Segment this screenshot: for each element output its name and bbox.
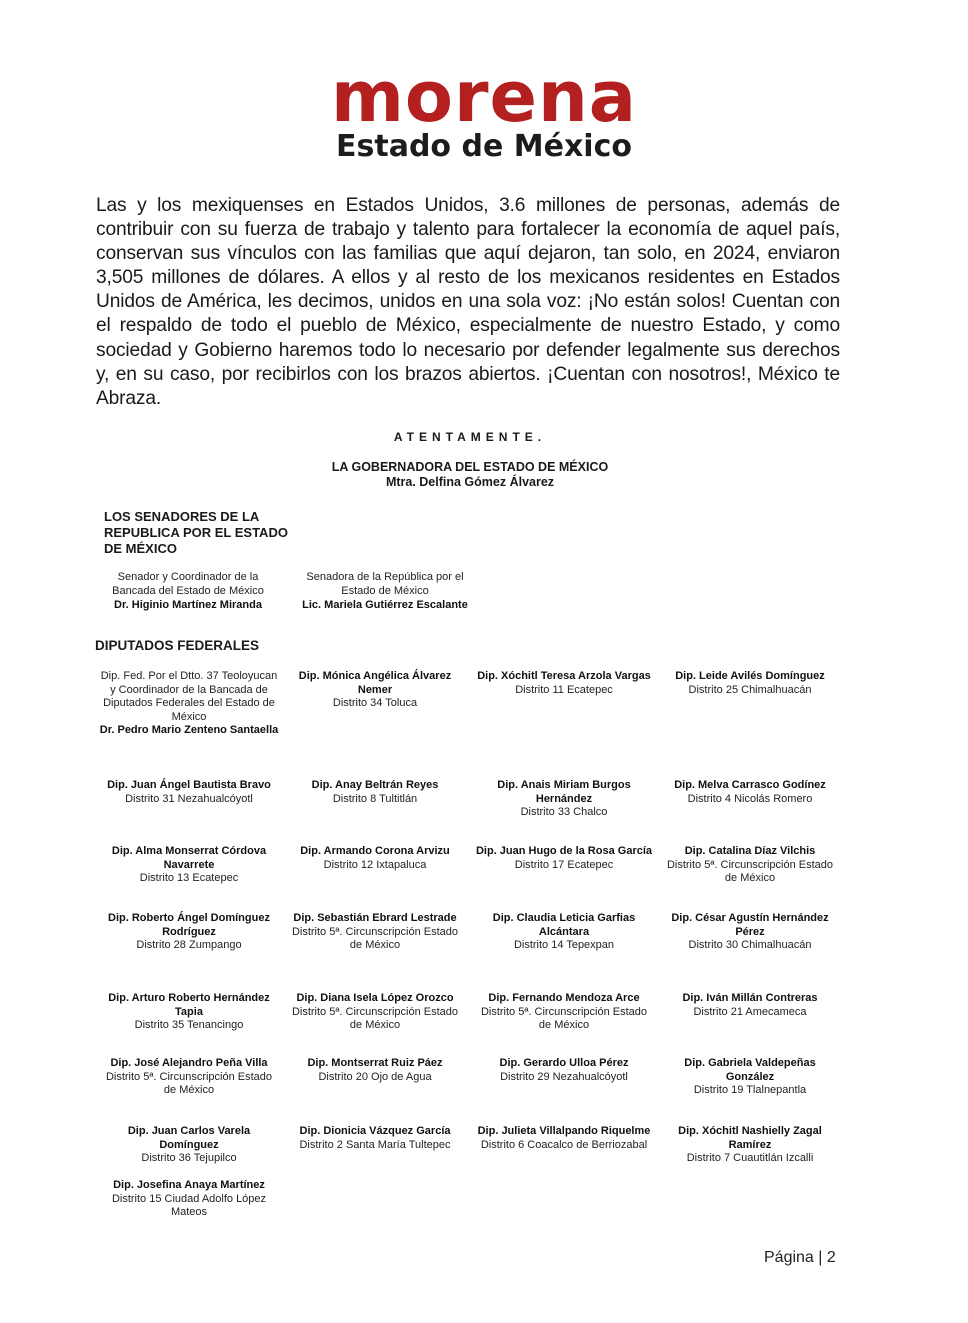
deputy-name: Dip. César Agustín Hernández Pérez [671,912,829,938]
deputy-district: Distrito 30 Chimalhuacán [688,939,812,951]
closing-salutation: ATENTAMENTE. [393,430,547,444]
deputy-district: Distrito 5ª. Circunscripción Estado de México [480,1005,648,1031]
deputy-signature [99,912,279,953]
deputy-district: Distrito 5ª. Circunscripción Estado de México [105,1070,273,1096]
deputy-district: Distrito 20 Ojo de Agua [318,1070,432,1083]
senators-heading: LOS SENADORES DE LA REPUBLICA POR EL ESTADO DE MÉXICO [104,509,288,556]
deputy-signature [474,779,654,820]
deputy-signature [99,992,279,1033]
deputy-signature [285,845,465,872]
deputy-district: Distrito 4 Nicolás Romero [687,792,813,805]
deputy-name: Dip. Anay Beltrán Reyes [311,779,439,791]
senator-signature [100,570,276,612]
deputy-name: Dip. Mónica Angélica Álvarez Nemer [298,670,452,696]
morena-logo [0,56,968,164]
deputy-name: Dip. José Alejandro Peña Villa [110,1057,268,1069]
deputy-district: Distrito 13 Ecatepec [139,872,239,884]
deputy-name: Dip. Anais Miriam Burgos Hernández [497,779,631,805]
deputy-name: Dip. Arturo Roberto Hernández Tapia [108,992,270,1018]
deputy-name: Dip. Armando Corona Arvizu [300,845,450,857]
deputy-district: Distrito 7 Cuautitlán Izcalli [686,1152,814,1164]
deputy-role: Dip. Fed. Por el Dtto. 37 Teoloyucan y Coordinador de la Bancada de Diputados Federales del Estado de México [100,670,278,723]
deputy-signature [474,1057,654,1084]
logo-wordmark: morena [330,56,638,138]
deputy-signature [99,1179,279,1220]
deputy-signature [285,1125,465,1152]
deputy-district: Distrito 19 Tlalnepantla [693,1084,807,1096]
governor-signature [0,460,940,490]
deputy-district: Distrito 12 Ixtapaluca [323,858,427,871]
deputy-name: Dip. Iván Millán Contreras [682,992,818,1004]
deputy-district: Distrito 33 Chalco [520,806,608,818]
deputy-name: Dip. Fernando Mendoza Arce [488,992,640,1004]
deputy-signature [660,779,840,806]
deputy-district: Distrito 35 Tenancingo [134,1019,244,1031]
deputy-district: Distrito 28 Zumpango [136,939,242,951]
deputy-name: Dip. Juan Carlos Varela Domínguez [127,1125,251,1151]
deputy-district: Distrito 14 Tepexpan [513,939,615,951]
deputy-name: Dr. Pedro Mario Zenteno Santaella [99,724,279,736]
deputy-district: Distrito 2 Santa María Tultepec [299,1138,451,1151]
deputy-name: Dip. Montserrat Ruiz Páez [307,1057,443,1069]
deputy-district: Distrito 36 Tejupilco [141,1152,237,1164]
deputy-name: Dip. Melva Carrasco Godínez [674,779,826,791]
deputy-district: Distrito 6 Coacalco de Berriozabal [480,1138,648,1151]
statement-paragraph: Las y los mexiquenses en Estados Unidos, 3.6 millones de personas, además de contribuir con su fuerza de trabajo y talento para fortalecer la economía de aquel país, conservan sus vínculos con las familias que aquí dejaron, tan solo, en 2024, enviaron 3,505 millones de dólares. A ellos y al resto de los mexicanos residentes en Estados Unidos de América, les decimos, unidos en una sola voz: ¡No están solos! Cuentan con el respaldo de todo el pueblo de México, especialmente de nuestro Estado, y como sociedad y Gobierno haremos todo lo necesario por defender legalmente sus derechos y, en su caso, por recibirlos con los brazos abiertos. ¡Cuentan con nosotros!, México te Abraza. [96,195,840,409]
deputy-district: Distrito 11 Ecatepec [515,683,613,696]
deputy-signature [474,670,654,697]
deputy-signature [285,779,465,806]
deputy-name: Dip. Sebastián Ebrard Lestrade [293,912,457,924]
deputy-name: Dip. Leide Avilés Domínguez [675,670,825,682]
deputy-signature [660,912,840,953]
governor-name: Mtra. Delfina Gómez Álvarez [385,475,555,489]
deputy-district: Distrito 5ª. Circunscripción Estado de México [291,925,459,951]
senator-signature [290,570,480,612]
page-number: Página | 2 [764,1249,836,1266]
deputy-district: Distrito 29 Nezahualcóyotl [500,1070,628,1083]
deputy-signature [660,992,840,1019]
deputy-name: Dip. Diana Isela López Orozco [296,992,454,1004]
deputy-name: Dip. Dionicia Vázquez García [299,1125,451,1137]
deputy-signature [474,1125,654,1152]
deputy-name: Dip. Claudia Leticia Garfias Alcántara [492,912,636,938]
deputy-name: Dip. Julieta Villalpando Riquelme [477,1125,651,1137]
deputy-name: Dip. Roberto Ángel Domínguez Rodríguez [108,912,270,938]
deputy-signature [99,779,279,806]
logo-subtitle: Estado de México [336,129,632,164]
deputy-name: Dip. Gerardo Ulloa Pérez [499,1057,629,1069]
deputy-signature [474,845,654,872]
deputy-name: Dip. Catalina Díaz Vilchis [684,845,816,857]
deputy-district: Distrito 8 Tultitlán [332,792,418,805]
deputy-signature [99,1125,279,1166]
deputy-signature [99,1057,279,1098]
deputy-signature [660,845,840,886]
deputy-signature [285,1057,465,1084]
deputy-name: Dip. Alma Monserrat Córdova Navarrete [111,845,267,871]
deputy-district: Distrito 25 Chimalhuacán [688,683,812,696]
deputy-signature [99,845,279,886]
deputy-district: Distrito 31 Nezahualcóyotl [125,792,253,805]
deputy-signature [285,992,465,1033]
deputy-signature [474,992,654,1033]
deputy-district: Distrito 5ª. Circunscripción Estado de México [666,858,834,884]
deputy-district: Distrito 34 Toluca [332,697,418,709]
deputy-signature [660,670,840,697]
deputy-name: Dip. Juan Ángel Bautista Bravo [107,779,271,791]
deputy-district: Distrito 21 Amecameca [693,1005,807,1018]
deputy-district: Distrito 15 Ciudad Adolfo López Mateos [111,1192,267,1218]
deputy-district: Distrito 17 Ecatepec [514,858,614,871]
deputies-heading: DIPUTADOS FEDERALES [95,638,260,653]
senator-role: Senador y Coordinador de la Bancada del Estado de México [112,571,264,597]
deputy-signature [660,1057,840,1098]
deputy-name: Dip. Juan Hugo de la Rosa García [475,845,653,857]
senator-name: Lic. Mariela Gutiérrez Escalante [302,599,468,611]
deputy-signature [99,670,279,738]
deputy-signature [474,912,654,953]
governor-title: LA GOBERNADORA DEL ESTADO DE MÉXICO [331,460,609,474]
senator-name: Dr. Higinio Martínez Miranda [114,599,262,611]
deputy-district: Distrito 5ª. Circunscripción Estado de México [291,1005,459,1031]
deputy-name: Dip. Gabriela Valdepeñas González [684,1057,816,1083]
deputy-name: Dip. Xóchitl Nashielly Zagal Ramírez [678,1125,822,1151]
deputy-signature [285,912,465,953]
deputy-name: Dip. Xóchitl Teresa Arzola Vargas [477,670,651,682]
deputy-name: Dip. Josefina Anaya Martínez [113,1179,265,1191]
senator-role: Senadora de la República por el Estado de México [306,571,464,597]
deputy-signature [660,1125,840,1166]
deputy-signature [285,670,465,711]
